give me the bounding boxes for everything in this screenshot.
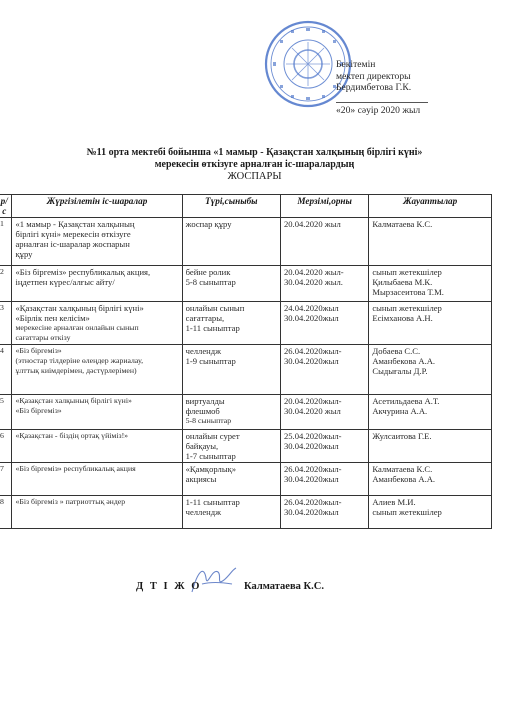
row-number: 4 bbox=[0, 345, 12, 395]
approval-line: Бердимбетова Г.К. bbox=[336, 82, 412, 93]
responsible-cell-line: Аманбекова А.А. bbox=[372, 356, 436, 366]
type-cell-line: жоспар құру bbox=[185, 219, 232, 229]
heading-title: ЖОСПАРЫ bbox=[227, 171, 282, 182]
date-cell-line: 30.04.2020жыл bbox=[283, 441, 339, 451]
event-cell bbox=[12, 345, 182, 395]
event-cell bbox=[12, 218, 182, 266]
responsible-cell-line: сынып жетекшілер bbox=[372, 267, 442, 277]
approval-block bbox=[336, 59, 506, 116]
responsible-cell-line: Асетильдаева А.Т. bbox=[372, 396, 440, 406]
handwritten-signature bbox=[188, 562, 240, 598]
event-cell-line: мерекесіне арналған онлайын сынып bbox=[15, 323, 139, 332]
type-cell-line: бейне ролик bbox=[185, 267, 231, 277]
type-cell bbox=[182, 430, 280, 463]
table-row bbox=[0, 463, 492, 496]
responsible-cell-line: Есімханова А.Н. bbox=[372, 313, 433, 323]
table-body bbox=[0, 218, 492, 529]
date-cell-line: 20.04.2020жыл- bbox=[283, 396, 342, 406]
events-table bbox=[0, 194, 492, 529]
heading-line-1: №11 орта мектебі бойынша «1 мамыр - Қазақстан халқының бірлігі күні» bbox=[86, 147, 423, 158]
date-cell-line: 24.04.2020жыл bbox=[283, 303, 339, 313]
header-type: Түрі,сыныбы bbox=[182, 195, 280, 218]
responsible-cell-line: сынып жетекшілер bbox=[372, 507, 442, 517]
type-cell-line: 1-9 сыныптар bbox=[185, 356, 236, 366]
type-cell bbox=[182, 302, 280, 345]
row-number: 7 bbox=[0, 463, 12, 496]
header-date: Мерзімі,орны bbox=[280, 195, 368, 218]
responsible-cell bbox=[369, 463, 492, 496]
signatory-position: Д Т І Ж О bbox=[136, 581, 202, 592]
table-row bbox=[0, 395, 492, 430]
date-cell-line: 20.04.2020 жыл- bbox=[283, 267, 344, 277]
responsible-cell-line: Қилыбаева М.К. bbox=[372, 277, 433, 287]
type-cell-line: 1-11 сыныптар bbox=[185, 497, 240, 507]
date-cell bbox=[280, 395, 368, 430]
date-cell-line: 26.04.2020жыл- bbox=[283, 464, 342, 474]
date-cell-line: 30.04.2020жыл bbox=[283, 356, 339, 366]
row-number: 1 bbox=[0, 218, 12, 266]
date-cell-line: 30.04.2020жыл bbox=[283, 507, 339, 517]
heading-line-2: мерекесін өткізуге арналған іс-шаралардың bbox=[154, 158, 355, 170]
type-cell bbox=[182, 395, 280, 430]
date-cell bbox=[280, 496, 368, 529]
date-cell bbox=[280, 345, 368, 395]
event-cell-line: «Біз біргеміз» bbox=[15, 406, 62, 415]
approval-date: «20» сәуір 2020 жыл bbox=[336, 104, 421, 116]
header-event: Жүргізілетін іс-шаралар bbox=[12, 195, 182, 218]
responsible-cell-line: Акчурина А.А. bbox=[372, 406, 428, 416]
event-cell-line: «Біз біргеміз» республикалық акция, bbox=[15, 267, 151, 277]
responsible-cell-line: сынып жетекшілер bbox=[372, 303, 442, 313]
responsible-cell bbox=[369, 496, 492, 529]
table-row bbox=[0, 430, 492, 463]
event-cell-line: «Қазақстан халқының бірлігі күні» bbox=[15, 303, 144, 313]
approval-line: мектеп директоры bbox=[336, 70, 411, 82]
responsible-cell-line: Аманбекова А.А. bbox=[372, 474, 436, 484]
event-cell bbox=[12, 496, 182, 529]
table-header-row bbox=[0, 195, 492, 218]
header-number: р/с bbox=[0, 195, 12, 218]
event-cell-line: «Бірлік пен келісім» bbox=[15, 313, 90, 323]
date-cell-line: 30.04.2020 жыл bbox=[283, 406, 341, 416]
table-row bbox=[0, 218, 492, 266]
type-cell bbox=[182, 218, 280, 266]
date-cell bbox=[280, 302, 368, 345]
type-cell-line: челлендж bbox=[185, 346, 222, 356]
table-row bbox=[0, 302, 492, 345]
row-number: 5 bbox=[0, 395, 12, 430]
row-number: 3 bbox=[0, 302, 12, 345]
date-cell-line: 30.04.2020жыл bbox=[283, 313, 339, 323]
event-cell-line: «1 мамыр - Қазақстан халқының bbox=[15, 219, 135, 229]
type-cell-line: «Қамқорлық» bbox=[185, 464, 237, 474]
date-cell-line: 26.04.2020жыл- bbox=[283, 346, 342, 356]
responsible-cell bbox=[369, 218, 492, 266]
date-cell bbox=[280, 266, 368, 302]
responsible-cell-line: Сыдығалы Д.Р. bbox=[372, 366, 428, 376]
event-cell-line: сағаттары өткізу bbox=[15, 333, 71, 342]
type-cell bbox=[182, 266, 280, 302]
event-cell-line: құру bbox=[15, 249, 33, 259]
type-cell-line: флешмоб bbox=[185, 406, 220, 416]
responsible-cell bbox=[369, 302, 492, 345]
event-cell-line: «Қазақстан - біздің ортақ үйіміз!» bbox=[15, 431, 129, 440]
header-responsible: Жауаптылар bbox=[369, 195, 492, 218]
type-cell-line: сағаттары, bbox=[185, 313, 225, 323]
type-cell-line: 1-11 сыныптар bbox=[185, 323, 240, 333]
event-cell-line: «Біз біргеміз » патриоттық әндер bbox=[15, 497, 126, 506]
type-cell-line: акциясы bbox=[185, 474, 217, 484]
responsible-cell-line: Калматаева К.С. bbox=[372, 219, 433, 229]
row-number: 6 bbox=[0, 430, 12, 463]
date-cell bbox=[280, 463, 368, 496]
type-cell-line: онлайын сурет bbox=[185, 431, 240, 441]
responsible-cell-line: Алиев М.И. bbox=[372, 497, 416, 507]
responsible-cell-line: Калматаева К.С. bbox=[372, 464, 433, 474]
event-cell-line: іңдетпен күрес/алғыс айту/ bbox=[15, 277, 115, 287]
date-cell-line: 30.04.2020жыл bbox=[283, 474, 339, 484]
event-cell-line: арналған іс-шаралар жоспарын bbox=[15, 239, 130, 249]
event-cell bbox=[12, 463, 182, 496]
type-cell-line: 1-7 сыныптар bbox=[185, 451, 236, 461]
approval-line: Бекітемін bbox=[336, 59, 376, 70]
date-cell-line: 30.04.2020 жыл. bbox=[283, 277, 343, 287]
table-row bbox=[0, 345, 492, 395]
event-cell-line: бірлігі күні» мерекесін өткізуге bbox=[15, 229, 131, 239]
row-number: 2 bbox=[0, 266, 12, 302]
type-cell bbox=[182, 345, 280, 395]
type-cell-line: виртуалды bbox=[185, 396, 225, 406]
responsible-cell bbox=[369, 430, 492, 463]
responsible-cell bbox=[369, 395, 492, 430]
type-cell-line: 5-8 сыныптар bbox=[185, 416, 232, 425]
event-cell bbox=[12, 302, 182, 345]
event-cell bbox=[12, 395, 182, 430]
table-row bbox=[0, 266, 492, 302]
type-cell-line: байқауы, bbox=[185, 441, 219, 451]
event-cell-line: «Қазақстан халқының бірлігі күні» bbox=[15, 396, 132, 405]
type-cell-line: челлендж bbox=[185, 507, 222, 517]
responsible-cell-line: Мырзасеитова Т.М. bbox=[372, 287, 444, 297]
table-row bbox=[0, 496, 492, 529]
document-heading bbox=[0, 147, 509, 183]
type-cell-line: онлайын сынып bbox=[185, 303, 245, 313]
date-cell-line: 26.04.2020жыл- bbox=[283, 497, 342, 507]
date-cell bbox=[280, 430, 368, 463]
type-cell bbox=[182, 496, 280, 529]
date-cell bbox=[280, 218, 368, 266]
signature-line bbox=[136, 581, 324, 592]
event-cell-line: «Біз біргеміз» bbox=[15, 346, 62, 355]
row-number: 8 bbox=[0, 496, 12, 529]
date-cell-line: 25.04.2020жыл- bbox=[283, 431, 342, 441]
responsible-cell-line: Жулсаитова Г.Е. bbox=[372, 431, 432, 441]
signature-blank bbox=[336, 94, 428, 103]
type-cell-line: 5-8 сыныптар bbox=[185, 277, 236, 287]
responsible-cell bbox=[369, 266, 492, 302]
event-cell bbox=[12, 266, 182, 302]
event-cell-line: (этностар тілдеріне өлеңдер жариалау, bbox=[15, 356, 144, 365]
responsible-cell bbox=[369, 345, 492, 395]
signatory-name: Калматаева К.С. bbox=[244, 581, 324, 592]
event-cell bbox=[12, 430, 182, 463]
event-cell-line: «Біз біргеміз» республикалық акция bbox=[15, 464, 136, 473]
responsible-cell-line: Добаева С.С. bbox=[372, 346, 421, 356]
type-cell bbox=[182, 463, 280, 496]
date-cell-line: 20.04.2020 жыл bbox=[283, 219, 341, 229]
event-cell-line: ұлттық киімдерімен, дәстүрлерімен) bbox=[15, 366, 137, 375]
